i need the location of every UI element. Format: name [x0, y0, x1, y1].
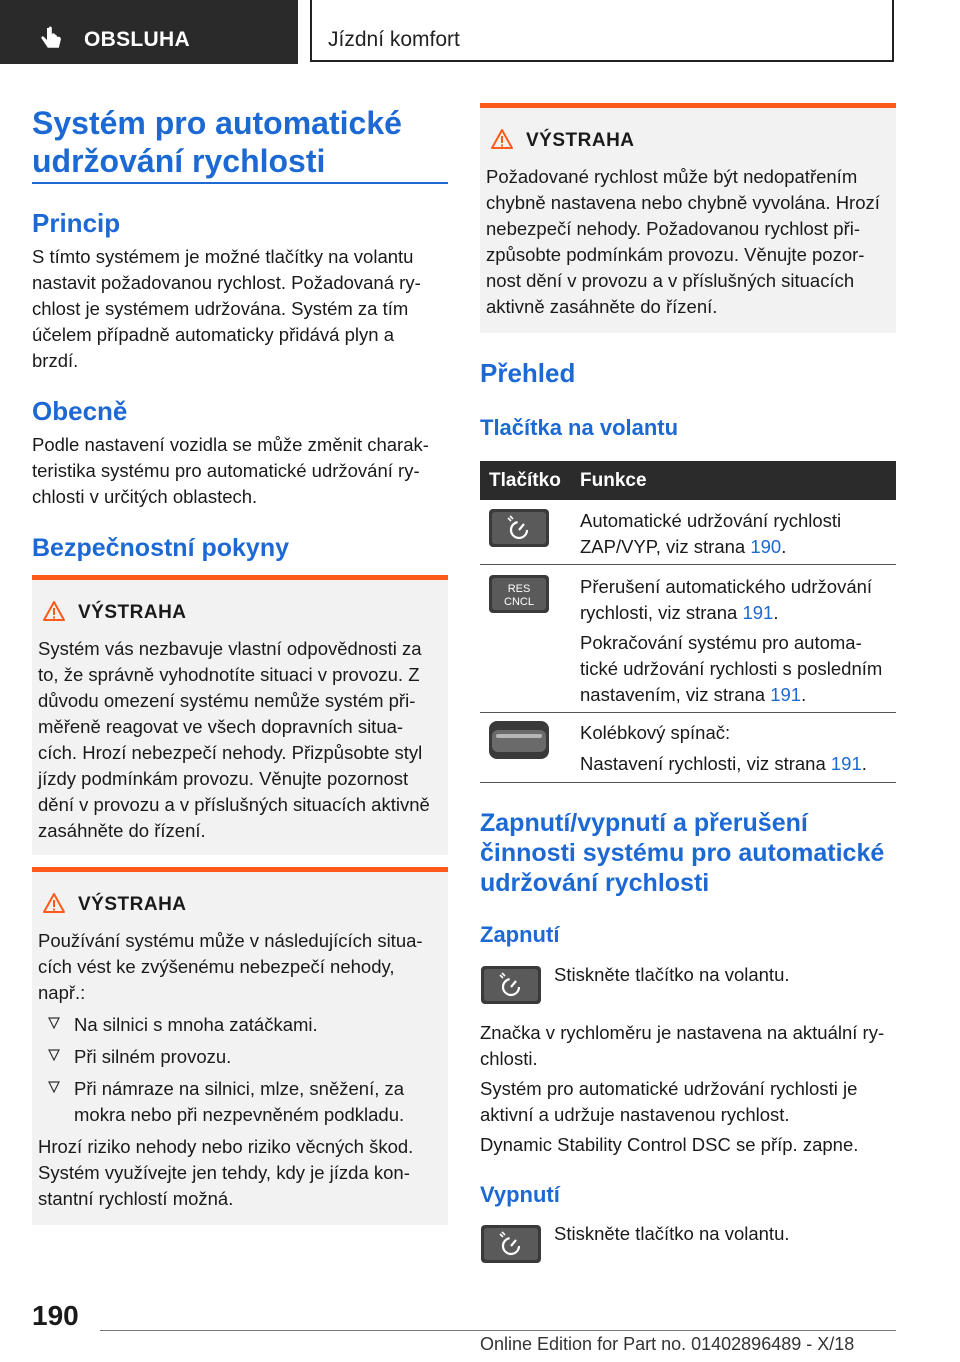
warning-triangle-icon [490, 128, 514, 150]
safety-heading: Bezpečnostní pokyny [32, 534, 289, 562]
table-row-divider [480, 712, 896, 713]
table-row-divider [480, 782, 896, 783]
res-cncl-button-icon [488, 574, 550, 614]
edition-note: Online Edition for Part no. 01402896489 - X/18 [480, 1334, 855, 1354]
cruise-control-button-icon [480, 1224, 542, 1264]
footer-divider [100, 1330, 896, 1331]
warning-title: VÝSTRAHA [526, 130, 635, 151]
general-heading: Obecně [32, 396, 128, 426]
table-row-divider [480, 564, 896, 565]
list-item-text: Při námraze na silnici, mlze, sněžení, za mokra nebo při nezpevněném podkladu. [74, 1078, 405, 1125]
page-link[interactable]: 191 [742, 602, 774, 623]
triangle-bullet-icon [48, 1081, 60, 1093]
title-divider [32, 182, 448, 184]
warning-text: Požadované rychlost může být nedopatřením chybně nastavena nebo chybně vyvolána. Hrozí nebezpečí nehody. Požadovanou rychlost při-způsobte podmínkám provozu. Věnujte pozor-nost dění v provozu a v příslušných situacích aktivně zasáhněte do řízení. [486, 166, 880, 317]
switch-on-heading: Zapnutí [480, 922, 560, 947]
warning-title: VÝSTRAHA [78, 894, 187, 915]
cruise-control-button-icon [480, 965, 542, 1005]
warning-box-2 [32, 867, 448, 1225]
switch-on-text-1: Značka v rychloměru je nastavena na aktuální ry-chlosti. [480, 1022, 885, 1069]
hand-pointer-icon [38, 26, 64, 52]
triangle-bullet-icon [48, 1049, 60, 1061]
page-number: 190 [32, 1300, 79, 1331]
switch-on-step: Stiskněte tlačítko na volantu. [554, 964, 790, 985]
warning-outro: Hrozí riziko nehody nebo riziko věcných škod. Systém využívejte jen tehdy, kdy je jízda kon-stantní rychlostí možná. [38, 1136, 414, 1209]
page-title: Systém pro automatické udržování rychlosti [32, 105, 402, 179]
general-text: Podle nastavení vozidla se může změnit charak-teristika systému pro automatické udržování ry-chlosti v určitých oblastech. [32, 434, 429, 507]
principle-text: S tímto systémem je možné tlačítky na volantu nastavit požadovanou rychlost. Požadovaná ry-chlost je systémem udržována. Systém za tím účelem případně automaticky přidává plyn a brzdí. [32, 246, 421, 371]
switch-on-text-2: Systém pro automatické udržování rychlosti je aktivní a udržuje nastavenou rychlost. [480, 1078, 858, 1125]
column-header-function: Funkce [580, 470, 647, 491]
page-header [0, 0, 960, 66]
warning-triangle-icon [42, 600, 66, 622]
onoff-heading: Zapnutí/vypnutí a přerušení činnosti systému pro automatické udržování rychlosti [480, 809, 885, 897]
svg-text:RES: RES [507, 583, 531, 595]
warning-box-1 [32, 575, 448, 855]
list-item-text: Na silnici s mnoha zatáčkami. [74, 1014, 318, 1035]
table-cell-function: Automatické udržování rychlosti ZAP/VYP, viz strana 190. [580, 510, 842, 557]
column-header-key: Tlačítko [489, 470, 561, 491]
warning-triangle-icon [42, 892, 66, 914]
list-item-text: Při silném provozu. [74, 1046, 232, 1067]
switch-on-text-3: Dynamic Stability Control DSC se příp. zapne. [480, 1134, 859, 1155]
page-link[interactable]: 190 [750, 536, 782, 557]
warning-text: Systém vás nezbavuje vlastní odpovědnosti za to, že správně vyhodnotíte situaci v provozu. Z důvodu omezení systému nemůže systém při-měřeně reagovat ve všech dopravních situa-cích. Hrozí nebezpečí nehody. Přizpůsobte styl jízdy podmínkám provozu. Věnujte pozornost dění v provozu a v příslušných situacích aktivně zasáhněte do řízení. [38, 638, 430, 841]
table-header [480, 461, 896, 500]
table-cell-function: Kolébkový spínač: [580, 722, 731, 743]
table-cell-function: Pokračování systému pro automa-tické udržování rychlosti s posledním nastavením, viz strana 191. [580, 632, 883, 705]
switch-off-heading: Vypnutí [480, 1182, 560, 1207]
chapter-tab[interactable] [310, 0, 894, 62]
warning-box-3 [480, 103, 896, 333]
page-link[interactable]: 191 [830, 753, 862, 774]
principle-heading: Princip [32, 208, 121, 238]
overview-heading: Přehled [480, 358, 576, 388]
warning-title: VÝSTRAHA [78, 602, 187, 623]
triangle-bullet-icon [48, 1017, 60, 1029]
cruise-control-button-icon [488, 508, 550, 548]
rocker-switch-icon [488, 720, 550, 760]
table-cell-function: Nastavení rychlosti, viz strana 191. [580, 753, 867, 774]
svg-text:CNCL: CNCL [504, 596, 534, 608]
page-link[interactable]: 191 [770, 684, 802, 705]
warning-intro: Používání systému může v následujících situa-cích vést ke zvýšenému nebezpečí nehody, např.: [38, 930, 423, 1003]
buttons-heading: Tlačítka na volantu [480, 415, 679, 440]
section-tab[interactable] [0, 0, 298, 64]
switch-off-step: Stiskněte tlačítko na volantu. [554, 1223, 790, 1244]
section-tab-label: OBSLUHA [84, 28, 190, 51]
chapter-tab-label: Jízdní komfort [328, 28, 460, 51]
table-cell-function: Přerušení automatického udržování rychlosti, viz strana 191. [580, 576, 873, 623]
